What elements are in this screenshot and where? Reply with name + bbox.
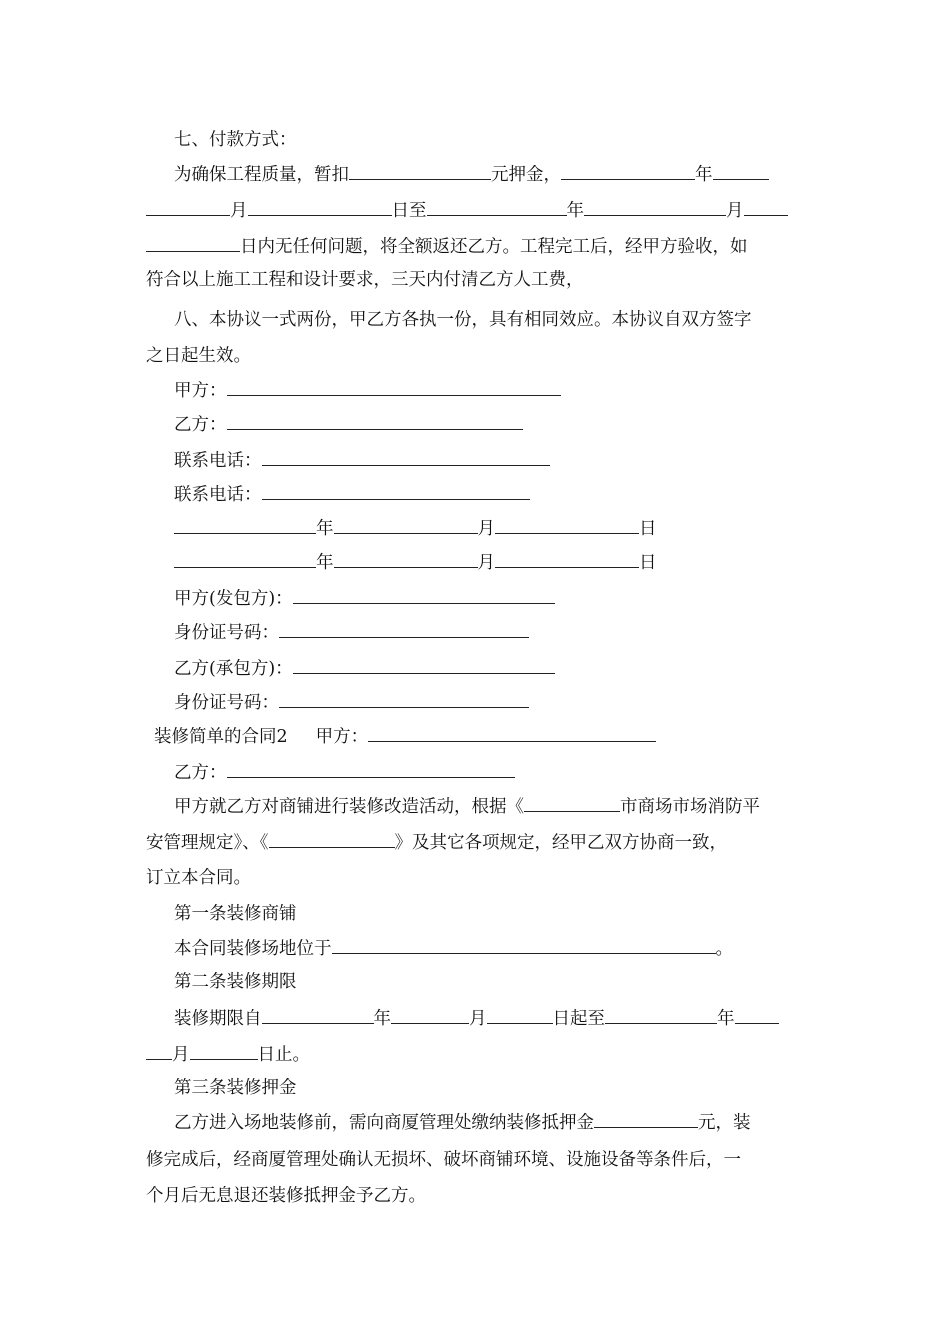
blank-field: [524, 794, 620, 812]
party-a-signature: [174, 378, 561, 403]
text: 年: [566, 201, 584, 221]
phone-line-1: [174, 448, 550, 473]
section7-title: 七、付款方式：: [174, 130, 297, 150]
section7-line2: [146, 198, 788, 223]
article3-line1: [174, 1110, 751, 1135]
text: 日至: [391, 201, 427, 221]
blank-field: [174, 550, 316, 568]
section7-line4: 符合以上施工工程和设计要求，三天内付清乙方人工费，: [146, 270, 584, 290]
blank-field: [735, 1006, 779, 1024]
blank-field: [227, 760, 515, 778]
text: 甲方：: [315, 727, 369, 747]
text: 联系电话：: [174, 451, 262, 471]
blank-field: [174, 516, 316, 534]
text: 年: [316, 519, 334, 539]
date-line-2: [174, 550, 657, 575]
blank-field: [190, 1042, 258, 1060]
id-number-line-2: [174, 690, 529, 715]
text: 乙方(承包方)：: [174, 659, 293, 679]
blank-field: [334, 516, 478, 534]
blank-field: [391, 1006, 469, 1024]
blank-field: [248, 198, 392, 216]
blank-field: [293, 656, 555, 674]
id-number-line-1: [174, 620, 529, 645]
article2-line1: [174, 1006, 779, 1031]
text: 安管理规定》、《: [146, 833, 269, 853]
text: 月: [477, 519, 495, 539]
text: 甲方：: [174, 381, 227, 401]
blank-field: [713, 162, 769, 180]
article3-title: 第三条装修押金: [174, 1078, 297, 1098]
article3-line2: 修完成后，经商厦管理处确认无损坏、破坏商铺环境、设施设备等条件后，一: [146, 1150, 741, 1170]
blank-field: [227, 412, 523, 430]
section7-line1: [174, 162, 769, 187]
text: 。: [715, 939, 733, 959]
text: 身份证号码：: [174, 693, 279, 713]
phone-line-2: [174, 482, 530, 507]
blank-field: [227, 378, 561, 396]
text: 日: [639, 519, 657, 539]
party-a-contractor-line: [174, 586, 555, 611]
text: 元，装: [698, 1113, 751, 1133]
text: 装修期限自: [174, 1009, 262, 1029]
text: 市商场市场消防平: [620, 797, 760, 817]
blank-field: [146, 1042, 172, 1060]
text: 月: [469, 1009, 487, 1029]
text: 日止。: [257, 1045, 310, 1065]
blank-field: [495, 516, 639, 534]
text: 联系电话：: [174, 485, 262, 505]
blank-field: [279, 620, 529, 638]
text: 年: [695, 165, 713, 185]
article1-title: 第一条装修商铺: [174, 904, 297, 924]
blank-field: [262, 482, 530, 500]
party-b-signature: [174, 412, 523, 437]
contract2-heading-line: [154, 724, 656, 749]
text: 》及其它各项规定，经甲乙双方协商一致，: [394, 833, 727, 853]
text: 月: [172, 1045, 190, 1065]
blank-field: [584, 198, 726, 216]
blank-field: [332, 936, 716, 954]
contract2-party-b: [174, 760, 515, 785]
text: 乙方进入场地装修前，需向商厦管理处缴纳装修抵押金: [174, 1113, 594, 1133]
text: 月: [477, 553, 495, 573]
text: 日起至: [552, 1009, 605, 1029]
text: 月: [230, 201, 248, 221]
section8-line2: 之日起生效。: [146, 346, 251, 366]
blank-field: [495, 550, 639, 568]
text: 乙方：: [174, 763, 227, 783]
section7-line3: [146, 234, 748, 259]
blank-field: [487, 1006, 553, 1024]
text: 为确保工程质量，暂扣: [174, 165, 349, 185]
blank-field: [269, 830, 395, 848]
text: 本合同装修场地位于: [174, 939, 332, 959]
text: 甲方就乙方对商铺进行装修改造活动，根据《: [174, 797, 524, 817]
text: 日内无任何问题，将全额返还乙方。工程完工后，经甲方验收，如: [240, 237, 748, 257]
section8-line1: 八、本协议一式两份，甲乙方各执一份，具有相同效应。本协议自双方签字: [174, 310, 752, 330]
text: 甲方(发包方)：: [174, 589, 293, 609]
text: 身份证号码：: [174, 623, 279, 643]
blank-field: [334, 550, 478, 568]
article1-text: [174, 936, 733, 961]
blank-field: [279, 690, 529, 708]
blank-field: [262, 1006, 374, 1024]
blank-field: [605, 1006, 717, 1024]
article3-line3: 个月后无息退还装修抵押金予乙方。: [146, 1186, 426, 1206]
article2-line2: [146, 1042, 310, 1067]
blank-field: [744, 198, 788, 216]
contract2-intro3: 订立本合同。: [146, 868, 251, 888]
text: 月: [726, 201, 744, 221]
text: 日: [639, 553, 657, 573]
blank-field: [561, 162, 695, 180]
party-b-contractor-line: [174, 656, 555, 681]
contract-heading: 装修简单的合同2: [154, 727, 288, 747]
text: 年: [373, 1009, 391, 1029]
blank-field: [293, 586, 555, 604]
text: 元押金，: [491, 165, 561, 185]
text: 年: [717, 1009, 735, 1029]
contract2-intro1: [174, 794, 760, 819]
blank-field: [594, 1110, 698, 1128]
text: 年: [316, 553, 334, 573]
text: 乙方：: [174, 415, 227, 435]
blank-field: [368, 724, 656, 742]
contract2-intro2: [146, 830, 727, 855]
blank-field: [146, 198, 230, 216]
date-line-1: [174, 516, 657, 541]
blank-field: [146, 234, 240, 252]
article2-title: 第二条装修期限: [174, 972, 297, 992]
blank-field: [427, 198, 567, 216]
blank-field: [262, 448, 550, 466]
blank-field: [349, 162, 491, 180]
